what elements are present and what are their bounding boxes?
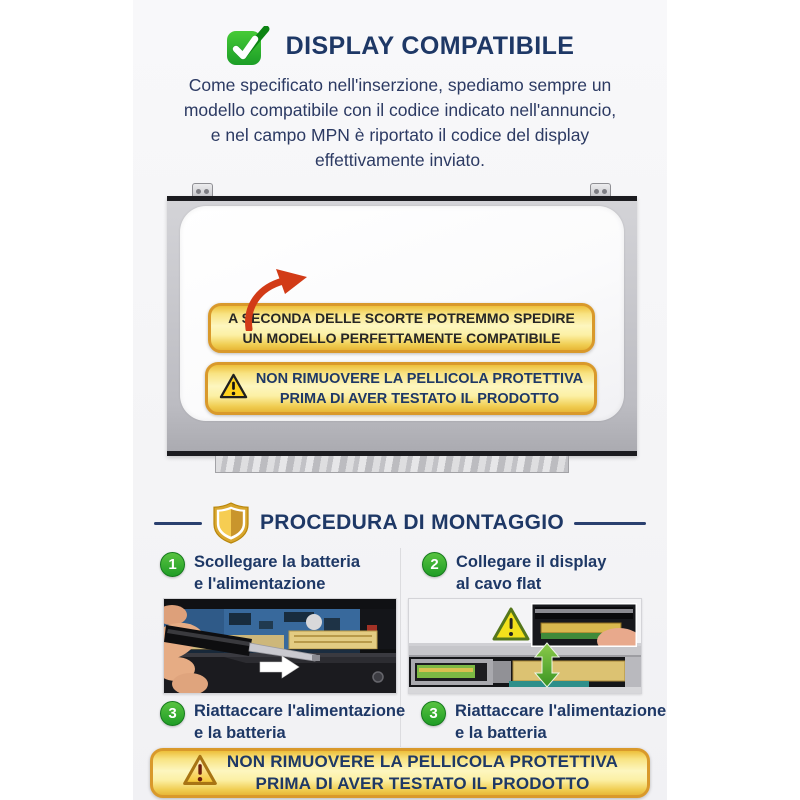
banner-line: UN MODELLO PERFETTAMENTE COMPATIBILE <box>242 330 561 346</box>
step-3-left <box>160 700 405 744</box>
step-3-right-text <box>455 700 666 744</box>
step-line: al cavo flat <box>456 575 542 593</box>
banner-line: NON RIMUOVERE LA PELLICOLA PROTETTIVA <box>255 370 584 387</box>
content-card <box>133 0 667 800</box>
step-1-text <box>194 551 360 595</box>
warning-triangle-icon <box>219 373 248 405</box>
step-line: Collegare il display <box>456 553 607 571</box>
lcd-panel-graphic <box>167 183 637 473</box>
step-line: Riattaccare l'alimentazione <box>455 702 667 720</box>
footer-warning-banner <box>150 748 650 798</box>
intro-line: effettivamente inviato. <box>315 150 485 170</box>
heading-rule-right <box>574 522 646 525</box>
footer-warning-text <box>227 751 618 796</box>
intro-line: e nel campo MPN è riportato il codice del display <box>210 125 590 145</box>
step-number-badge: 2 <box>422 552 447 577</box>
panel-top-edge <box>167 196 637 201</box>
page-title: DISPLAY COMPATIBILE <box>285 31 575 60</box>
intro-line: modello compatibile con il codice indicato nell'annuncio, <box>183 100 617 120</box>
page-title-row <box>133 26 667 66</box>
film-warning-banner <box>205 362 597 415</box>
intro-text <box>133 73 667 173</box>
intro-line: Come specificato nell'inserzione, spediamo sempre un <box>188 75 612 95</box>
procedure-title: PROCEDURA DI MONTAGGIO <box>259 511 565 534</box>
step-line: e la batteria <box>194 724 286 742</box>
step-2 <box>422 551 606 595</box>
step-number-badge: 3 <box>421 701 446 726</box>
step-line: e la batteria <box>455 724 547 742</box>
step-1 <box>160 551 360 595</box>
curved-red-arrow-icon <box>237 267 311 336</box>
banner-line: NON RIMUOVERE LA PELLICOLA PROTETTIVA <box>226 751 619 771</box>
check-icon <box>226 26 272 66</box>
step-number-badge: 1 <box>160 552 185 577</box>
shield-icon <box>212 502 250 544</box>
step-line: Scollegare la batteria <box>194 553 360 571</box>
warning-triangle-icon <box>182 754 218 792</box>
step-3-right <box>421 700 666 744</box>
step-line: e l'alimentazione <box>194 575 326 593</box>
film-warning-text <box>256 369 583 409</box>
banner-line: PRIMA DI AVER TESTATO IL PRODOTTO <box>255 774 590 793</box>
foil-strip <box>215 456 569 473</box>
step-line: Riattaccare l'alimentazione <box>194 702 406 720</box>
banner-line: PRIMA DI AVER TESTATO IL PRODOTTO <box>279 390 560 407</box>
step-3-left-text <box>194 700 405 744</box>
step-number-badge: 3 <box>160 701 185 726</box>
motherboard-photo <box>163 598 397 694</box>
banner-line: A SECONDA DELLE SCORTE POTREMMO SPEDIRE <box>228 310 575 326</box>
step-2-text <box>456 551 606 595</box>
procedure-heading <box>133 502 667 544</box>
heading-rule-left <box>154 522 202 525</box>
flat-cable-photo <box>408 598 642 694</box>
